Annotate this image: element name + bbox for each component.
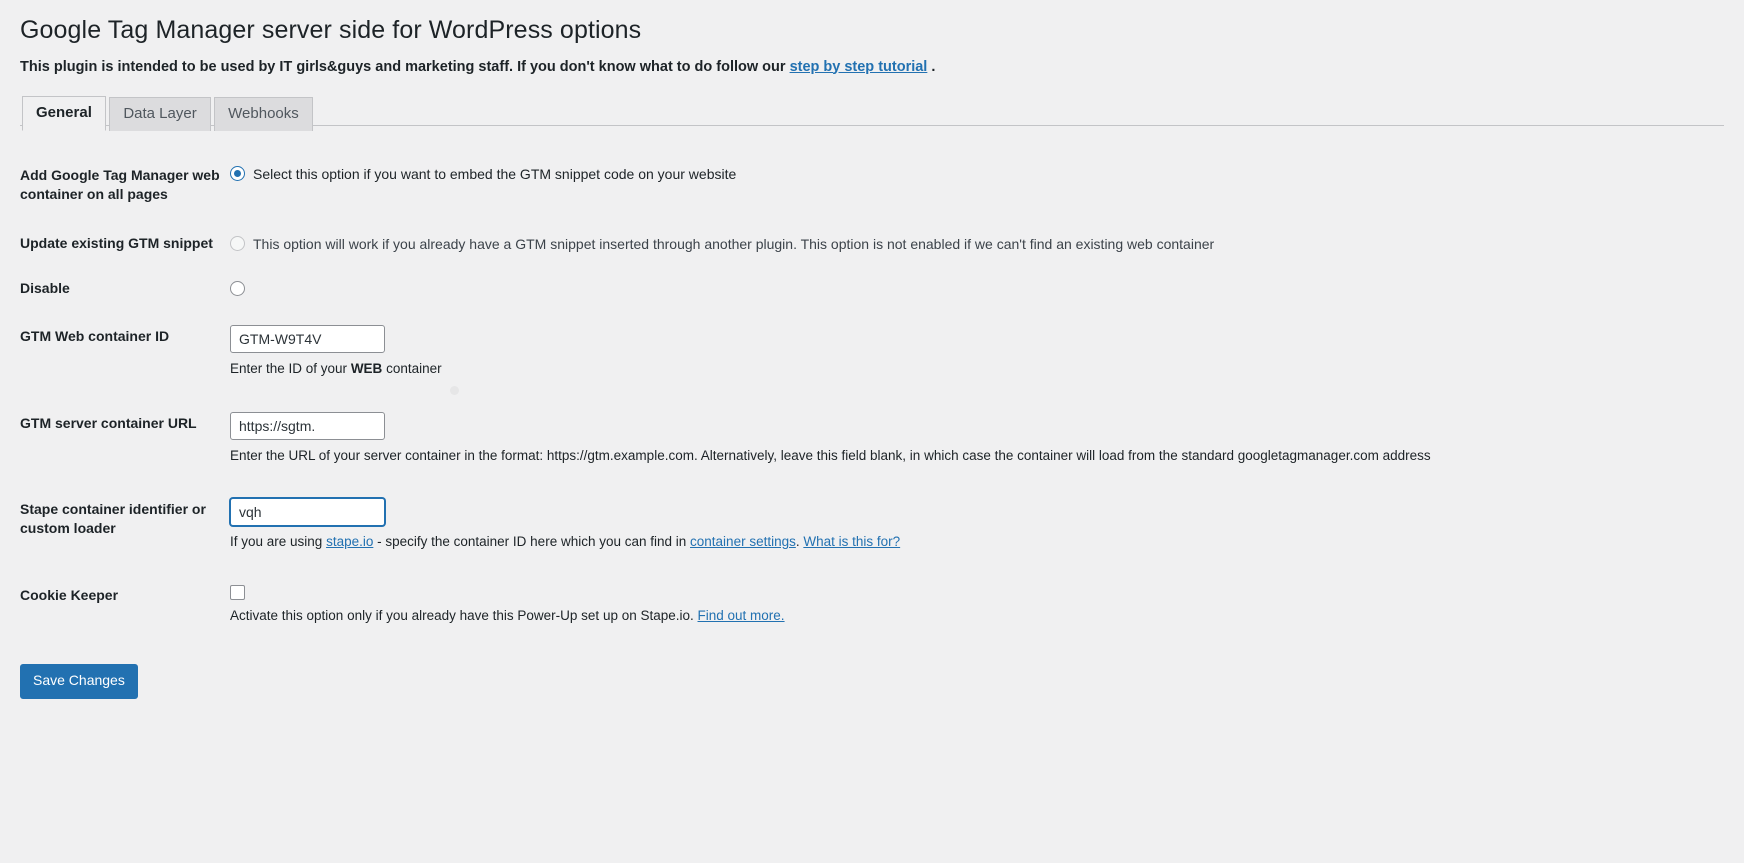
desc-stape-2: - specify the container ID here which you can find in [373, 533, 691, 549]
radio-update-snippet[interactable] [230, 236, 245, 251]
update-snippet-option[interactable] [230, 234, 1714, 255]
cursor-artifact-dot [450, 386, 459, 395]
page-intro [20, 57, 1724, 77]
desc-web-container-id-bold: WEB [350, 361, 383, 377]
desc-stape-3: . [795, 533, 804, 549]
row-disable [20, 267, 1724, 310]
input-stape-identifier[interactable] [230, 498, 385, 526]
row-add-container [20, 148, 1724, 222]
row-server-container-url [20, 396, 1724, 482]
radio-update-snippet-label: This option will work if you already have a GTM snippet inserted through another plugin. This option is not enabled if we can't find an existing web container [253, 235, 1215, 252]
row-update-snippet [20, 222, 1724, 267]
label-stape-identifier: Stape container identifier or custom loader [20, 500, 206, 536]
stape-io-link[interactable]: stape.io [326, 533, 374, 549]
radio-add-container-label: Select this option if you want to embed the GTM snippet code on your website [253, 165, 737, 182]
row-stape-identifier [20, 482, 1724, 568]
radio-disable[interactable] [230, 281, 245, 296]
desc-server-container-url: Enter the URL of your server container in the format: https://gtm.example.com. Alternatively, leave this field blank, in which case the container will load from the standard googletagmanager.com address [230, 447, 1431, 463]
settings-table [20, 148, 1724, 643]
label-update-snippet: Update existing GTM snippet [20, 234, 213, 251]
page-intro-text: This plugin is intended to be used by IT girls&guys and marketing staff. If you don't know what to do follow our [20, 58, 786, 75]
row-web-container-id [20, 309, 1724, 395]
what-is-this-for-link[interactable]: What is this for? [803, 533, 901, 549]
page-intro-period: . [931, 58, 936, 75]
row-cookie-keeper [20, 568, 1724, 642]
submit-row [20, 642, 1724, 699]
settings-form [20, 148, 1724, 699]
label-server-container-url: GTM server container URL [20, 414, 197, 431]
tab-webhooks[interactable]: Webhooks [214, 97, 313, 131]
find-out-more-link[interactable]: Find out more. [697, 608, 785, 624]
desc-cookie-keeper [230, 606, 1714, 626]
add-container-option[interactable] [230, 164, 1714, 185]
desc-cookie-keeper-before: Activate this option only if you already have this Power-Up set up on Stape.io. [230, 608, 698, 624]
label-add-container: Add Google Tag Manager web container on all pages [20, 166, 220, 202]
disable-option[interactable] [230, 279, 1714, 296]
tab-general[interactable]: General [22, 96, 106, 131]
desc-web-container-id [230, 359, 1714, 379]
checkbox-cookie-keeper[interactable] [230, 585, 245, 600]
desc-stape-1: If you are using [230, 533, 327, 549]
label-disable: Disable [20, 279, 70, 296]
input-web-container-id[interactable] [230, 325, 385, 353]
radio-add-container[interactable] [230, 166, 245, 181]
desc-web-container-id-after: container [382, 361, 442, 377]
container-settings-link[interactable]: container settings [690, 533, 796, 549]
desc-web-container-id-before: Enter the ID of your [230, 361, 351, 377]
input-server-container-url[interactable] [230, 412, 385, 440]
label-cookie-keeper: Cookie Keeper [20, 587, 119, 604]
tab-bar [20, 95, 1724, 126]
save-changes-button[interactable]: Save Changes [20, 664, 138, 699]
tab-data-layer[interactable]: Data Layer [109, 97, 210, 131]
desc-stape-identifier [230, 532, 1714, 552]
step-by-step-tutorial-link[interactable]: step by step tutorial [789, 58, 928, 75]
page-title: Google Tag Manager server side for WordPress options [20, 16, 642, 44]
label-web-container-id: GTM Web container ID [20, 328, 170, 345]
